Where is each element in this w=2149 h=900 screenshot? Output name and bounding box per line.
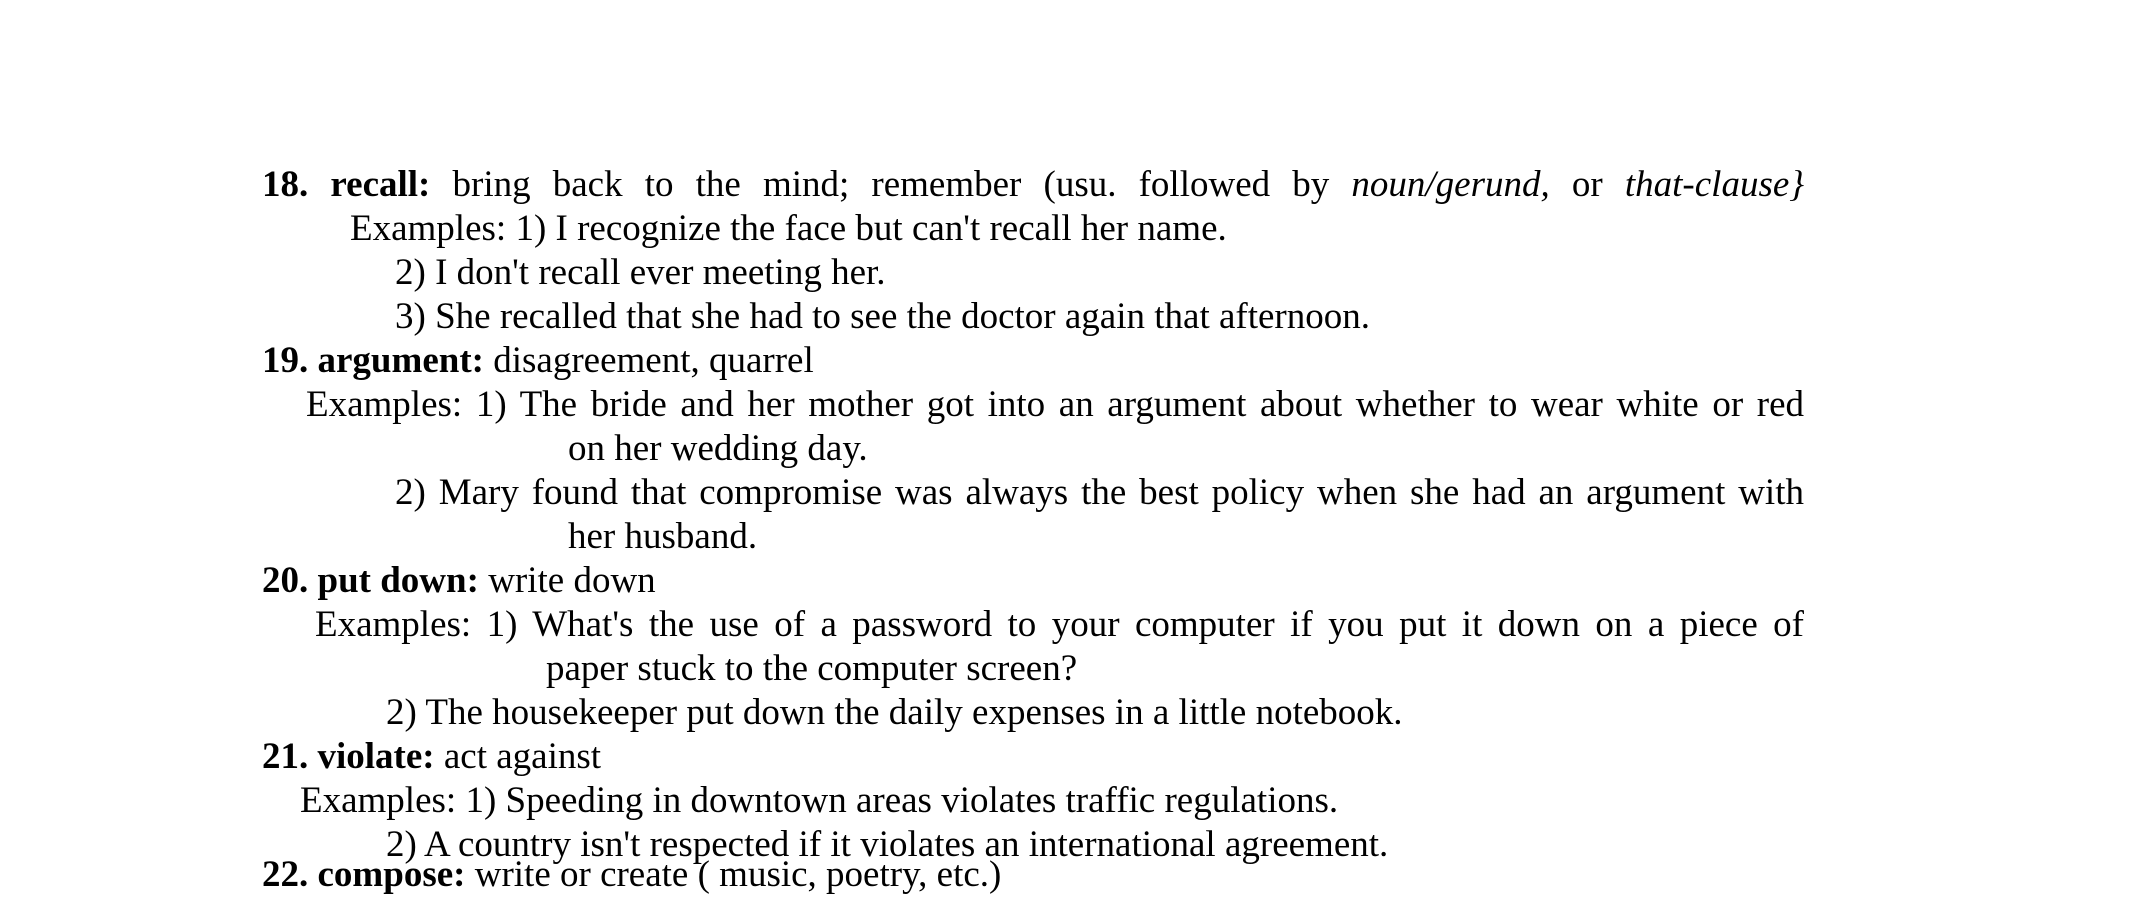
examples-label: Examples: (306, 384, 463, 425)
entry-definition: write down (488, 560, 656, 601)
entry-21-heading (262, 735, 601, 779)
entry-definition-italic: that-clause} (1624, 164, 1805, 205)
example-line: 2) I don't recall ever meeting her. (395, 252, 886, 293)
entry-definition: write or create ( music, poetry, etc.) (474, 854, 1002, 895)
entry-definition: bring back to the mind; remember (usu. followed by (452, 164, 1330, 205)
example-line (306, 383, 1804, 427)
entry-number: 19. (262, 340, 309, 381)
entry-definition: or (1571, 164, 1603, 205)
entry-22-heading (262, 853, 1001, 897)
example-continuation: paper stuck to the computer screen? (546, 648, 1078, 689)
entry-18-heading (262, 163, 1804, 207)
entry-word: recall: (330, 164, 431, 205)
entry-19-heading (262, 339, 814, 383)
entry-word: put down: (317, 560, 479, 601)
entry-definition-italic: noun/gerund, (1351, 164, 1550, 205)
examples-label: Examples: (300, 780, 457, 821)
entry-word: argument: (317, 340, 484, 381)
entry-number: 22. (262, 854, 309, 895)
example-line: 2) Mary found that compromise was always the best policy when she had an argument with (395, 472, 1804, 513)
example-text: 1) The bride and her mother got into an argument about whether to wear white or red (475, 384, 1804, 425)
example-text: 1) Speeding in downtown areas violates traffic regulations. (465, 780, 1339, 821)
example-line: 3) She recalled that she had to see the doctor again that afternoon. (395, 296, 1370, 337)
example-text: 1) I recognize the face but can't recall her name. (515, 208, 1227, 249)
example-text: 1) What's the use of a password to your computer if you put it down on a piece of (486, 604, 1805, 645)
example-line (350, 207, 1227, 251)
entry-word: violate: (317, 736, 435, 777)
entry-20-heading (262, 559, 656, 603)
example-line: 2) The housekeeper put down the daily expenses in a little notebook. (386, 692, 1403, 733)
example-continuation: her husband. (568, 516, 758, 557)
example-line (315, 603, 1804, 647)
examples-label: Examples: (350, 208, 507, 249)
entry-definition: act against (443, 736, 602, 777)
example-line: 2) A country isn't respected if it violates an international agreement. (386, 824, 1389, 865)
entry-definition: disagreement, quarrel (493, 340, 814, 381)
example-line (300, 779, 1338, 823)
entry-number: 20. (262, 560, 309, 601)
entry-number: 18. (262, 164, 309, 205)
examples-label: Examples: (315, 604, 472, 645)
entry-word: compose: (317, 854, 466, 895)
entry-number: 21. (262, 736, 309, 777)
example-continuation: on her wedding day. (568, 428, 868, 469)
